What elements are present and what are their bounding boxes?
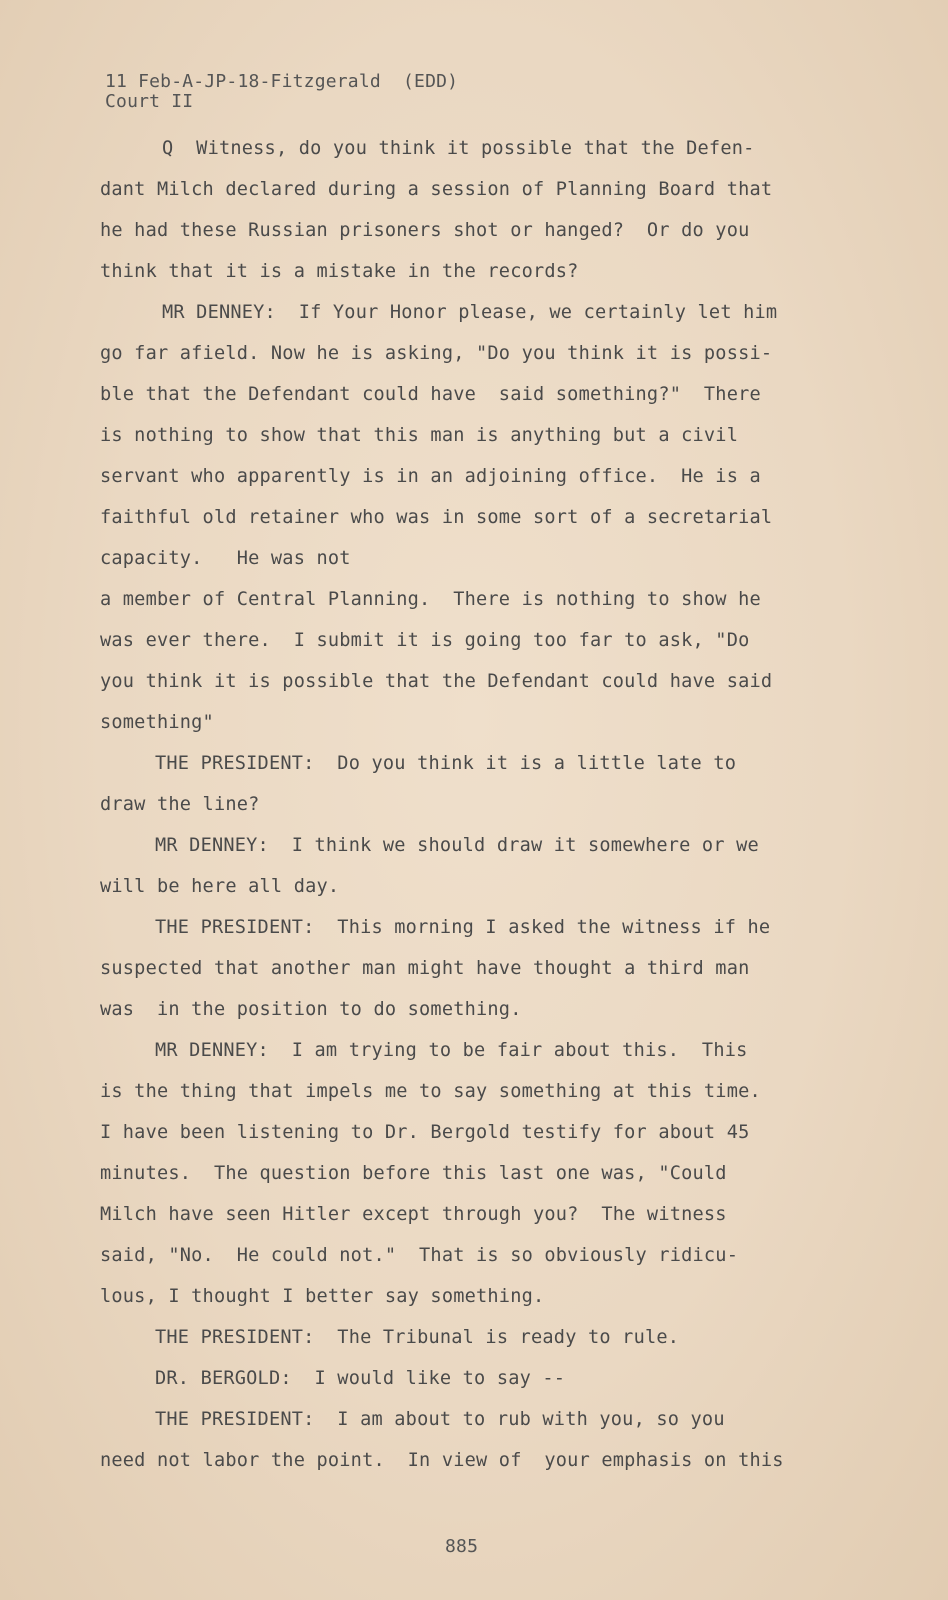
transcript-line: MR DENNEY: I think we should draw it somewhere or we — [155, 835, 759, 856]
transcript-line: THE PRESIDENT: Do you think it is a little late to — [155, 753, 737, 774]
transcript-line: THE PRESIDENT: This morning I asked the witness if he — [155, 917, 771, 938]
transcript-line: he had these Russian prisoners shot or hanged? Or do you — [100, 220, 750, 241]
transcript-line: go far afield. Now he is asking, "Do you think it is possi- — [100, 343, 773, 364]
transcript-line: is the thing that impels me to say something at this time. — [100, 1081, 761, 1102]
transcript-line: a member of Central Planning. There is nothing to show he — [100, 589, 761, 610]
transcript-line: you think it is possible that the Defendant could have said — [100, 671, 773, 692]
case-reference: 11 Feb-A-JP-18-Fitzgerald (EDD) — [105, 71, 459, 92]
transcript-line: DR. BERGOLD: I would like to say -- — [155, 1368, 566, 1389]
transcript-line: servant who apparently is in an adjoining office. He is a — [100, 466, 761, 487]
transcript-line: is nothing to show that this man is anything but a civil — [100, 425, 739, 446]
transcript-line: minutes. The question before this last one was, "Could — [100, 1163, 727, 1184]
transcript-line: was ever there. I submit it is going too far to ask, "Do — [100, 630, 750, 651]
transcript-line: lous, I thought I better say something. — [100, 1286, 545, 1307]
transcript-line: need not labor the point. In view of your emphasis on this — [100, 1450, 784, 1471]
transcript-line: ble that the Defendant could have said something?" There — [100, 384, 761, 405]
transcript-line: THE PRESIDENT: I am about to rub with you, so you — [155, 1409, 725, 1430]
transcript-line: MR DENNEY: If Your Honor please, we certainly let him — [162, 302, 778, 323]
transcript-line: MR DENNEY: I am trying to be fair about this. This — [155, 1040, 748, 1061]
page-header — [105, 72, 458, 112]
transcript-line: was in the position to do something. — [100, 999, 522, 1020]
transcript-line: faithful old retainer who was in some sort of a secretarial — [100, 507, 773, 528]
transcript-line: Milch have seen Hitler except through you? The witness — [100, 1204, 727, 1225]
transcript-line: will be here all day. — [100, 876, 340, 897]
page-number: 885 — [445, 1536, 479, 1557]
transcript-line: said, "No. He could not." That is so obviously ridicu- — [100, 1245, 739, 1266]
transcript-line: Q Witness, do you think it possible that the Defen- — [162, 138, 755, 159]
transcript-line: suspected that another man might have thought a third man — [100, 958, 750, 979]
court-label: Court II — [105, 91, 194, 112]
transcript-line: draw the line? — [100, 794, 260, 815]
transcript-line: I have been listening to Dr. Bergold testify for about 45 — [100, 1122, 750, 1143]
transcript-body — [100, 128, 840, 1481]
transcript-line: dant Milch declared during a session of Planning Board that — [100, 179, 773, 200]
transcript-line: THE PRESIDENT: The Tribunal is ready to rule. — [155, 1327, 680, 1348]
transcript-line: something" — [100, 712, 214, 733]
transcript-line: capacity. He was not — [100, 548, 351, 569]
transcript-line: think that it is a mistake in the records? — [100, 261, 579, 282]
